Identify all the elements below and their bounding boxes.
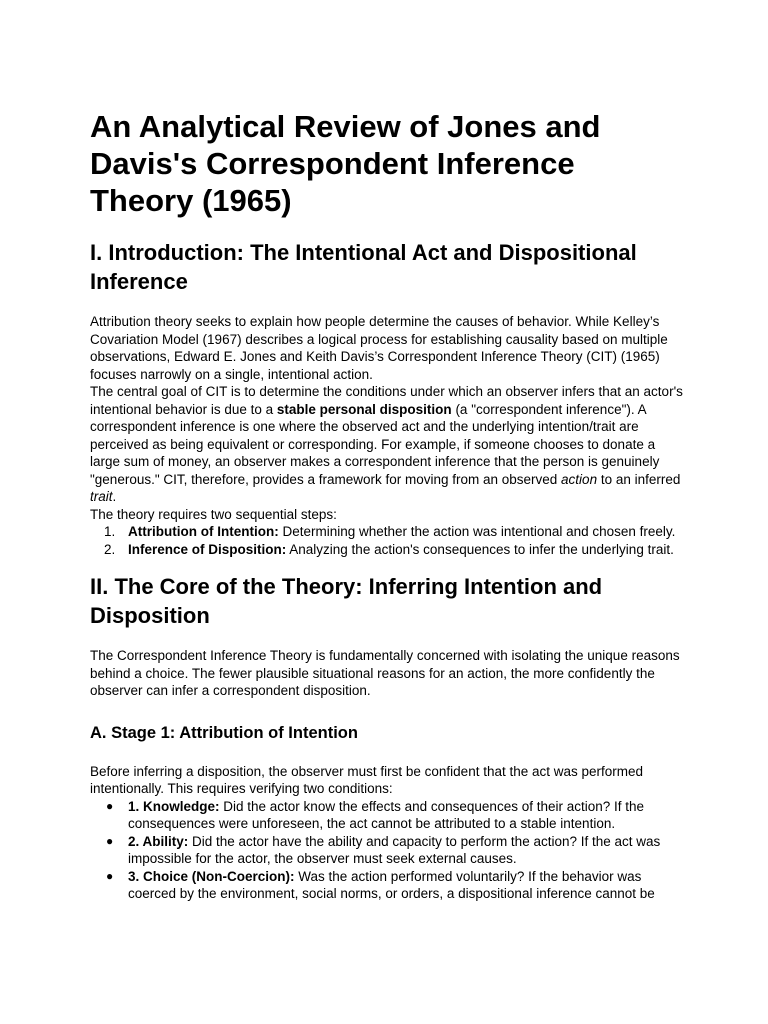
- list-item: [90, 523, 686, 541]
- condition-text: Was the action performed voluntarily? If the behavior was coerced by the environment, social norms, or orders, a dispositional inference cannot be: [128, 868, 655, 901]
- condition-text: Did the actor know the effects and consequences of their action? If the consequences were unforeseen, the act cannot be attributed to a stable intention.: [128, 798, 645, 831]
- conditions-list: [90, 798, 686, 903]
- step-label: Inference of Disposition:: [128, 541, 287, 557]
- list-item: [90, 868, 686, 903]
- section-heading-core: II. The Core of the Theory: Inferring Intention and Disposition: [90, 574, 603, 628]
- step-text: Determining whether the action was intentional and chosen freely.: [278, 524, 676, 539]
- core-paragraph-1: The Correspondent Inference Theory is fundamentally concerned with isolating the unique reasons behind a choice. The fewer plausible situational reasons for an action, the more confidently the observer can infer a correspondent disposition.: [90, 648, 680, 698]
- bullet-icon: ●: [106, 798, 114, 813]
- document-page: [90, 108, 686, 903]
- section-heading-introduction: I. Introduction: The Intentional Act and Dispositional Inference: [90, 240, 637, 294]
- intro-paragraph-2: [90, 383, 686, 506]
- stage1-paragraph-1: Before inferring a disposition, the observer must first be confident that the act was performed intentionally. This requires verifying two conditions:: [90, 763, 644, 796]
- condition-text: Did the actor have the ability and capacity to perform the action? If the act was impossible for the actor, the observer must seek external causes.: [128, 833, 661, 866]
- condition-label: 2. Ability:: [128, 833, 189, 849]
- list-number: 2.: [104, 541, 116, 557]
- bullet-icon: ●: [106, 833, 114, 848]
- list-item: [90, 798, 686, 833]
- intro-p2-bold-term: stable personal disposition: [276, 401, 452, 417]
- list-item: [90, 541, 686, 559]
- steps-list: [90, 523, 686, 558]
- intro-p2-text-d: .: [112, 489, 117, 504]
- intro-p2-text-b: (a "correspondent inference"). A correspondent inference is one where the observed act and the underlying intention/trait are perceived as being equivalent or corresponding. For example, if someone chooses to donate a large sum of money, an observer makes a correspondent inference that the person is genuinely "generous." CIT, therefore, provides a framework for moving from an observed: [90, 401, 660, 487]
- list-item: [90, 833, 686, 868]
- intro-p2-text-c: to an inferred: [597, 471, 681, 487]
- step-text: Analyzing the action's consequences to infer the underlying trait.: [286, 541, 674, 557]
- subsection-heading-stage-1: A. Stage 1: Attribution of Intention: [90, 723, 358, 742]
- intro-paragraph-1: Attribution theory seeks to explain how people determine the causes of behavior. While Kelley’s Covariation Model (1967) describes a logical process for establishing causality based on multiple observations, Edward E. Jones and Keith Davis’s Correspondent Inference Theory (CIT) (1965) focuses narrowly on a single, intentional action.: [90, 314, 668, 382]
- bullet-icon: ●: [106, 868, 114, 883]
- intro-p2-italic-action: action: [561, 471, 598, 487]
- intro-paragraph-3: The theory requires two sequential steps:: [90, 506, 337, 522]
- intro-p2-text-a: The central goal of CIT is to determine the conditions under which an observer infers that an actor's intentional behavior is due to a: [90, 384, 683, 417]
- intro-p2-italic-trait: trait: [90, 489, 113, 504]
- document-title: An Analytical Review of Jones and Davis's Correspondent Inference Theory (1965): [90, 109, 601, 218]
- step-label: Attribution of Intention:: [128, 524, 279, 539]
- condition-label: 1. Knowledge:: [128, 798, 220, 814]
- condition-label: 3. Choice (Non-Coercion):: [128, 868, 295, 884]
- list-number: 1.: [104, 524, 116, 539]
